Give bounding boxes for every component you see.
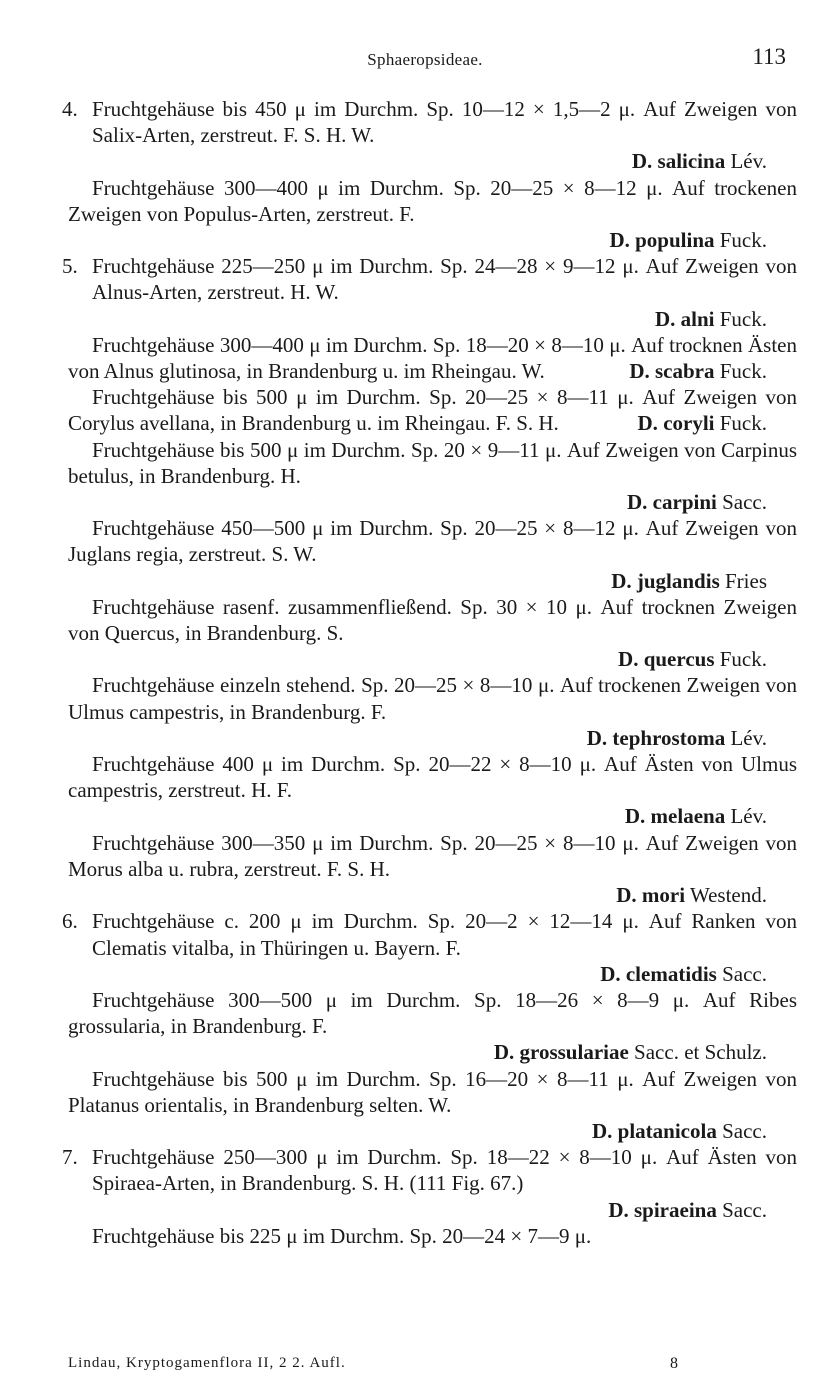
entry-description: [62, 1223, 797, 1249]
species-genus: D.: [608, 1197, 629, 1222]
species-author: Fuck.: [719, 647, 767, 672]
species-author: Sacc.: [722, 1197, 767, 1222]
species-epithet: scabra: [655, 359, 715, 384]
entry-text: Fruchtgehäuse 400 μ im Durchm. Sp. 20—22 × 8—10 μ. Auf Ästen von Ulmus campestris, zerstreut. H. F.: [68, 752, 797, 803]
entry-description: [62, 437, 797, 489]
species-author: Sacc.: [722, 1118, 767, 1143]
species-author: Fries: [725, 568, 767, 593]
species-epithet: platanicola: [617, 1118, 717, 1143]
species-epithet: spiraeina: [634, 1197, 717, 1222]
key-entry: [62, 384, 797, 436]
entry-text: Fruchtgehäuse bis 500 μ im Durchm. Sp. 20 × 9—11 μ. Auf Zweigen von Carpinus betulus, in Brandenburg. H.: [68, 437, 797, 488]
species-epithet: salicina: [657, 149, 726, 174]
species-genus: D.: [609, 228, 630, 253]
key-entry: [62, 1066, 797, 1145]
key-entry: [62, 332, 797, 384]
key-text: [62, 96, 797, 1249]
entry-number: 6.: [62, 909, 78, 934]
species-genus: D.: [611, 568, 632, 593]
entry-description: [62, 253, 797, 305]
page-header: [60, 44, 790, 84]
species-epithet: melaena: [650, 804, 726, 829]
species-epithet: coryli: [663, 411, 715, 436]
key-entry: [62, 175, 797, 254]
species-genus: D.: [631, 149, 653, 174]
entry-text: Fruchtgehäuse 250—300 μ im Durchm. Sp. 18—22 × 8—10 μ. Auf Ästen von Spiraea-Arten, in Brandenburg. S. H. (111 Fig. 67.): [92, 1145, 797, 1196]
key-entry: [62, 672, 797, 751]
species-genus: D.: [624, 804, 646, 829]
entry-description: [62, 594, 797, 646]
species-name: [62, 489, 797, 515]
species-genus: D.: [618, 647, 639, 672]
key-entry: [62, 594, 797, 673]
entry-number: 5.: [62, 254, 78, 279]
entry-description: [62, 175, 797, 227]
entry-text: Fruchtgehäuse bis 500 μ im Durchm. Sp. 20—25 × 8—11 μ. Auf Zweigen von Corylus avellana, in Brandenburg u. im Rheingau. F. S. H.: [68, 385, 797, 436]
key-entry: [62, 437, 797, 516]
species-epithet: juglandis: [636, 568, 720, 593]
entry-text: Fruchtgehäuse rasenf. zusammenfließend. Sp. 30 × 10 μ. Auf trocknen Zweigen von Quercus, in Brandenburg. S.: [68, 594, 797, 646]
species-name: [62, 961, 797, 987]
key-entry: [62, 830, 797, 909]
signature-mark: 8: [670, 1355, 679, 1372]
species-author: Sacc.: [722, 490, 767, 515]
species-epithet: populina: [635, 228, 715, 253]
entry-description: [62, 751, 797, 803]
entry-text: Fruchtgehäuse 300—500 μ im Durchm. Sp. 18—26 × 8—9 μ. Auf Ribes grossularia, in Brandenburg. F.: [68, 987, 797, 1039]
species-author: Fuck.: [719, 411, 767, 436]
entry-text: Fruchtgehäuse 300—350 μ im Durchm. Sp. 20—25 × 8—10 μ. Auf Zweigen von Morus alba u. rubra, zerstreut. F. S. H.: [68, 830, 797, 881]
key-entry: [62, 515, 797, 594]
entry-description: [62, 96, 797, 148]
entry-description: [62, 384, 797, 436]
species-author: Fuck.: [719, 306, 767, 331]
species-author: Lév.: [730, 804, 767, 829]
entry-description: [62, 1066, 797, 1118]
entry-description: [62, 987, 797, 1039]
species-epithet: tephrostoma: [612, 725, 726, 750]
species-author: Lév.: [730, 149, 767, 174]
species-author: Sacc. et Schulz.: [634, 1040, 767, 1065]
species-epithet: grossulariae: [519, 1040, 629, 1065]
species-genus: D.: [600, 961, 621, 986]
key-entry: [62, 751, 797, 830]
entry-text: Fruchtgehäuse 225—250 μ im Durchm. Sp. 24—28 × 9—12 μ. Auf Zweigen von Alnus-Arten, zerstreut. H. W.: [92, 254, 797, 305]
entry-description: [62, 1144, 797, 1196]
running-title: Sphaeropsideae.: [367, 50, 483, 69]
species-epithet: clematidis: [625, 961, 717, 986]
species-genus: D.: [616, 883, 637, 908]
species-name: [62, 803, 797, 829]
species-author: Sacc.: [722, 961, 767, 986]
key-entry: [62, 987, 797, 1066]
entry-description: [62, 332, 797, 384]
species-name: [62, 568, 797, 594]
entry-text: Fruchtgehäuse 300—400 μ im Durchm. Sp. 20—25 × 8—12 μ. Auf trockenen Zweigen von Populus-Arten, zerstreut. F.: [68, 175, 797, 226]
species-name: [62, 1197, 797, 1223]
entry-text: Fruchtgehäuse einzeln stehend. Sp. 20—25 × 8—10 μ. Auf trockenen Zweigen von Ulmus campestris, in Brandenburg. F.: [68, 673, 797, 724]
species-genus: D.: [591, 1118, 613, 1143]
entry-text: Fruchtgehäuse c. 200 μ im Durchm. Sp. 20—2 × 12—14 μ. Auf Ranken von Clematis vitalba, in Thüringen u. Bayern. F.: [92, 909, 797, 960]
species-author: Fuck.: [719, 359, 767, 384]
species-name: [62, 148, 797, 174]
species-name: [62, 882, 797, 908]
species-genus: D.: [637, 411, 658, 436]
entry-text: Fruchtgehäuse bis 225 μ im Durchm. Sp. 20—24 × 7—9 μ.: [92, 1223, 592, 1248]
species-author: Fuck.: [719, 228, 767, 253]
entry-text: Fruchtgehäuse bis 450 μ im Durchm. Sp. 10—12 × 1,5—2 μ. Auf Zweigen von Salix-Arten, zerstreut. F. S. H. W.: [92, 97, 797, 148]
species-epithet: alni: [680, 306, 715, 331]
footer-citation: Lindau, Kryptogamenflora II, 2 2. Aufl.: [68, 1355, 346, 1371]
species-name: [62, 1039, 797, 1065]
species-author: Lév.: [730, 725, 767, 750]
entry-description: [62, 908, 797, 960]
key-entry: [62, 96, 797, 175]
entry-number: 4.: [62, 97, 78, 121]
species-epithet: quercus: [643, 647, 715, 672]
species-epithet: carpini: [652, 490, 717, 515]
key-entry: [62, 908, 797, 987]
species-genus: D.: [586, 725, 608, 750]
species-epithet: mori: [641, 883, 686, 908]
species-genus: D.: [654, 306, 676, 331]
species-name: [62, 725, 797, 751]
entry-number: 7.: [62, 1145, 78, 1170]
species-name: [62, 306, 797, 332]
species-author: Westend.: [689, 883, 767, 908]
species-genus: D.: [629, 359, 650, 384]
species-name: [62, 1118, 797, 1144]
species-genus: D.: [627, 490, 648, 515]
entry-description: [62, 672, 797, 724]
species-name: [605, 358, 797, 384]
page-number: 113: [752, 44, 786, 69]
key-entry: [62, 1144, 797, 1223]
key-entry: [62, 1223, 797, 1249]
entry-text: Fruchtgehäuse 450—500 μ im Durchm. Sp. 20—25 × 8—12 μ. Auf Zweigen von Juglans regia, zerstreut. S. W.: [68, 516, 797, 567]
entry-text: Fruchtgehäuse 300—400 μ im Durchm. Sp. 18—20 × 8—10 μ. Auf trocknen Ästen von Alnus glutinosa, in Brandenburg u. im Rheingau. W.: [68, 332, 797, 384]
species-name: [62, 646, 797, 672]
entry-text: Fruchtgehäuse bis 500 μ im Durchm. Sp. 16—20 × 8—11 μ. Auf Zweigen von Platanus orientalis, in Brandenburg selten. W.: [68, 1066, 797, 1117]
page-footer: [68, 1355, 688, 1372]
species-name: [614, 410, 797, 436]
entry-description: [62, 830, 797, 882]
key-entry: [62, 253, 797, 332]
species-genus: D.: [493, 1040, 515, 1065]
entry-description: [62, 515, 797, 567]
species-name: [62, 227, 797, 253]
